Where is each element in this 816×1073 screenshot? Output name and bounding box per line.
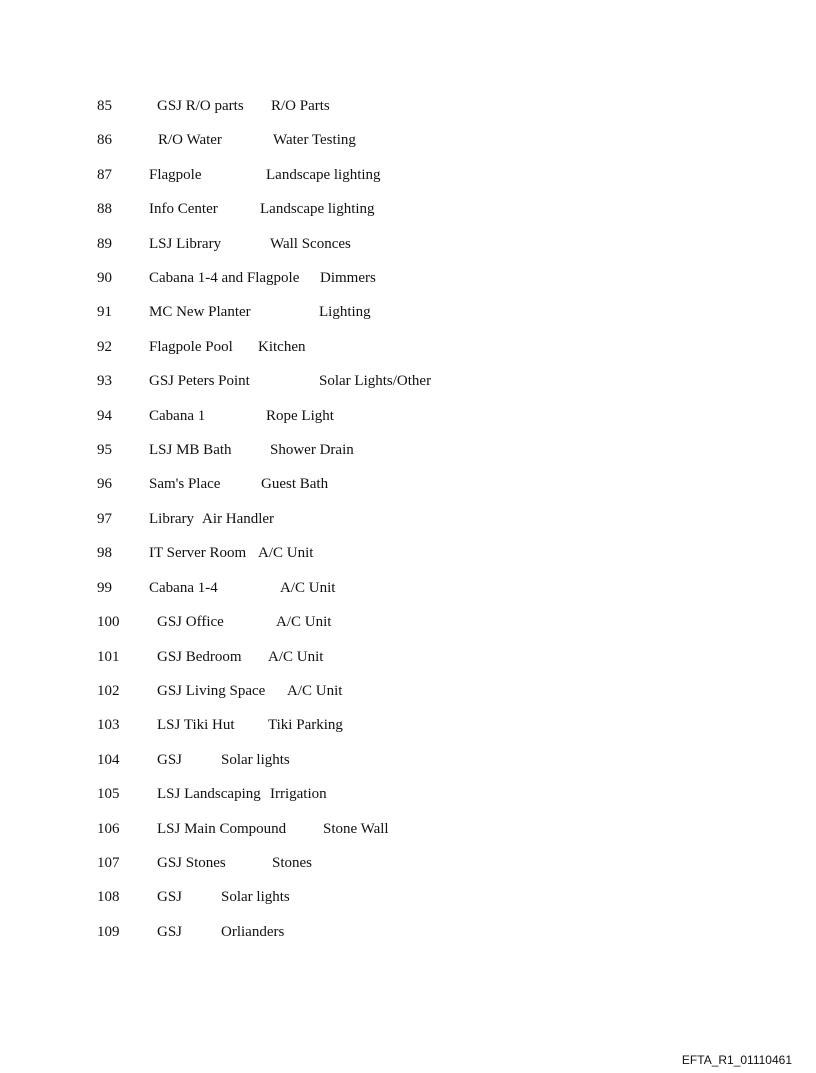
list-item bbox=[0, 576, 700, 600]
list-item bbox=[0, 713, 700, 737]
list-item bbox=[0, 885, 700, 909]
item-location: GSJ Peters Point bbox=[149, 373, 250, 389]
item-location: GSJ bbox=[157, 889, 183, 905]
item-number: 85 bbox=[97, 98, 112, 114]
item-number: 99 bbox=[97, 580, 112, 596]
item-location: Flagpole Pool bbox=[149, 339, 233, 355]
item-number: 86 bbox=[97, 132, 112, 148]
item-category: Solar lights bbox=[221, 889, 290, 905]
item-number: 89 bbox=[97, 236, 112, 252]
item-category: A/C Unit bbox=[258, 545, 314, 561]
item-location: GSJ bbox=[157, 752, 183, 768]
item-category: A/C Unit bbox=[287, 683, 343, 699]
item-category: Lighting bbox=[319, 304, 371, 320]
item-number: 106 bbox=[97, 821, 120, 837]
item-number: 109 bbox=[97, 924, 120, 940]
item-location: GSJ Stones bbox=[157, 855, 226, 871]
list-item bbox=[0, 541, 700, 565]
item-location: LSJ Library bbox=[149, 236, 222, 252]
item-number: 97 bbox=[97, 511, 112, 527]
list-item bbox=[0, 94, 700, 118]
list-item bbox=[0, 472, 700, 496]
item-number: 92 bbox=[97, 339, 112, 355]
item-number: 87 bbox=[97, 167, 112, 183]
item-number: 96 bbox=[97, 476, 112, 492]
list-item bbox=[0, 438, 700, 462]
item-category: Tiki Parking bbox=[268, 717, 343, 733]
item-category: R/O Parts bbox=[271, 98, 330, 114]
item-location: Cabana 1-4 and Flagpole bbox=[149, 270, 300, 286]
list-item bbox=[0, 128, 700, 152]
item-category: Wall Sconces bbox=[270, 236, 351, 252]
item-category: Stone Wall bbox=[323, 821, 389, 837]
list-item bbox=[0, 300, 700, 324]
document-id: EFTA_R1_01110461 bbox=[681, 1053, 792, 1067]
list-item bbox=[0, 679, 700, 703]
list-item bbox=[0, 782, 700, 806]
item-number: 107 bbox=[97, 855, 120, 871]
item-location: GSJ Office bbox=[157, 614, 224, 630]
item-category: Stones bbox=[272, 855, 313, 871]
list-item bbox=[0, 232, 700, 256]
list-item bbox=[0, 197, 700, 221]
item-location: GSJ R/O parts bbox=[157, 98, 244, 114]
item-category: Landscape lighting bbox=[260, 201, 375, 217]
item-location: GSJ bbox=[157, 924, 183, 940]
item-number: 100 bbox=[97, 614, 120, 630]
item-category: Guest Bath bbox=[261, 476, 329, 492]
item-category: Rope Light bbox=[266, 408, 334, 424]
list-item bbox=[0, 266, 700, 290]
item-location: Cabana 1-4 bbox=[149, 580, 218, 596]
list-item bbox=[0, 404, 700, 428]
item-category: Solar Lights/Other bbox=[319, 373, 432, 389]
list-item bbox=[0, 920, 700, 944]
item-location: IT Server Room bbox=[149, 545, 247, 561]
item-location: MC New Planter bbox=[149, 304, 251, 320]
item-category: Kitchen bbox=[258, 339, 306, 355]
list-item bbox=[0, 851, 700, 875]
list-item bbox=[0, 645, 700, 669]
item-number: 90 bbox=[97, 270, 112, 286]
item-location: Flagpole bbox=[149, 167, 202, 183]
item-category: A/C Unit bbox=[276, 614, 332, 630]
list-item bbox=[0, 748, 700, 772]
item-category: Water Testing bbox=[273, 132, 356, 148]
item-location: Sam's Place bbox=[149, 476, 221, 492]
item-category: Solar lights bbox=[221, 752, 290, 768]
list-item bbox=[0, 507, 700, 531]
item-category: Orlianders bbox=[221, 924, 285, 940]
item-location: Library bbox=[149, 511, 194, 527]
item-number: 108 bbox=[97, 889, 120, 905]
item-number: 88 bbox=[97, 201, 112, 217]
list-item bbox=[0, 335, 700, 359]
item-number: 91 bbox=[97, 304, 112, 320]
item-location: R/O Water bbox=[158, 132, 222, 148]
item-location: LSJ Landscaping bbox=[157, 786, 261, 802]
item-category: Shower Drain bbox=[270, 442, 354, 458]
item-number: 94 bbox=[97, 408, 112, 424]
item-location: GSJ Living Space bbox=[157, 683, 266, 699]
item-number: 105 bbox=[97, 786, 120, 802]
item-location: Info Center bbox=[149, 201, 218, 217]
item-location: LSJ MB Bath bbox=[149, 442, 232, 458]
list-item bbox=[0, 610, 700, 634]
item-category: Dimmers bbox=[320, 270, 376, 286]
item-location: Cabana 1 bbox=[149, 408, 206, 424]
item-location: LSJ Main Compound bbox=[157, 821, 287, 837]
item-number: 93 bbox=[97, 373, 112, 389]
list-item bbox=[0, 817, 700, 841]
item-category: A/C Unit bbox=[280, 580, 336, 596]
item-category: Landscape lighting bbox=[266, 167, 381, 183]
item-number: 98 bbox=[97, 545, 112, 561]
item-category: A/C Unit bbox=[268, 649, 324, 665]
item-location: LSJ Tiki Hut bbox=[157, 717, 235, 733]
item-number: 102 bbox=[97, 683, 120, 699]
list-item bbox=[0, 369, 700, 393]
item-number: 95 bbox=[97, 442, 112, 458]
item-number: 101 bbox=[97, 649, 120, 665]
list-item bbox=[0, 163, 700, 187]
item-location: GSJ Bedroom bbox=[157, 649, 242, 665]
item-category: Air Handler bbox=[202, 511, 275, 527]
item-category: Irrigation bbox=[270, 786, 327, 802]
item-number: 103 bbox=[97, 717, 120, 733]
item-number: 104 bbox=[97, 752, 120, 768]
